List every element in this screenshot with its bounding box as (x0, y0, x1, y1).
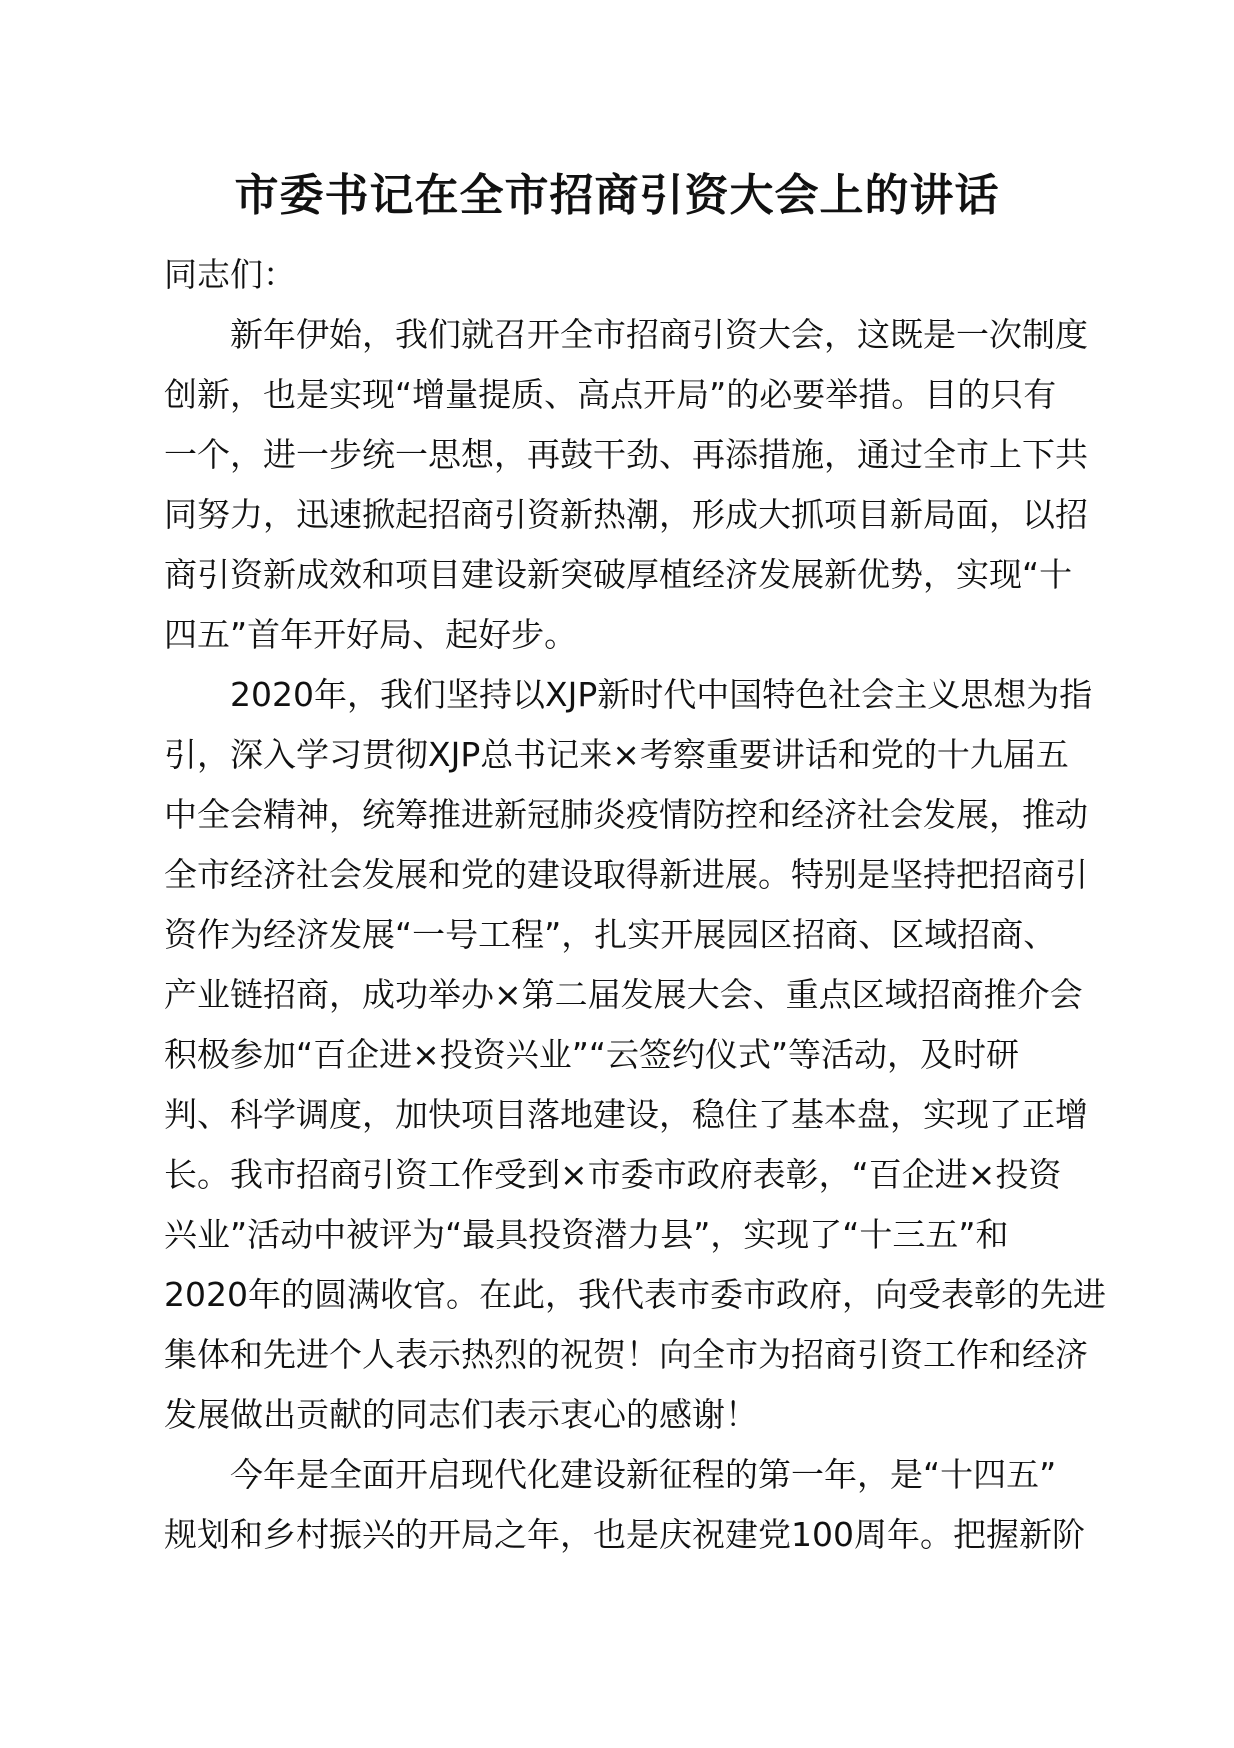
text-line: 商引资新成效和项目建设新突破厚植经济发展新优势，实现“十 (164, 555, 1073, 594)
text-line: 全市经济社会发展和党的建设取得新进展。特别是坚持把招商引 (164, 855, 1088, 894)
text-line: 集体和先进个人表示热烈的祝贺！向全市为招商引资工作和经济 (164, 1335, 1088, 1374)
text-line: 资作为经济发展“一号工程”，扎实开展园区招商、区域招商、 (164, 915, 1057, 954)
salutation: 同志们： (164, 255, 296, 294)
text-line: 产业链招商，成功举办×第二届发展大会、重点区域招商推介会 (164, 975, 1083, 1014)
text-line: 新年伊始，我们就召开全市招商引资大会，这既是一次制度 (164, 315, 1088, 354)
text-line: 规划和乡村振兴的开局之年，也是庆祝建党100周年。把握新阶 (164, 1515, 1085, 1554)
text-line: 判、科学调度，加快项目落地建设，稳住了基本盘，实现了正增 (164, 1095, 1088, 1134)
text-line: 同努力，迅速掀起招商引资新热潮，形成大抓项目新局面，以招 (164, 495, 1088, 534)
text-line: 兴业”活动中被评为“最具投资潜力县”，实现了“十三五”和 (164, 1215, 1009, 1254)
text-line: 发展做出贡献的同志们表示衷心的感谢！ (164, 1395, 758, 1434)
document-body (164, 245, 1114, 1565)
text-line: 积极参加“百企进×投资兴业”“云签约仪式”等活动，及时研 (164, 1035, 1020, 1074)
text-line: 2020年，我们坚持以XJP新时代中国特色社会主义思想为指 (164, 675, 1093, 714)
text-line: 2020年的圆满收官。在此，我代表市委市政府，向受表彰的先进 (164, 1275, 1106, 1314)
text-line: 创新，也是实现“增量提质、高点开局”的必要举措。目的只有 (164, 375, 1057, 414)
document-title: 市委书记在全市招商引资大会上的讲话 (234, 170, 1000, 221)
text-line: 四五”首年开好局、起好步。 (164, 615, 578, 654)
text-line: 今年是全面开启现代化建设新征程的第一年，是“十四五” (164, 1455, 1057, 1494)
text-line: 一个，进一步统一思想，再鼓干劲、再添措施，通过全市上下共 (164, 435, 1088, 474)
text-line: 引，深入学习贯彻XJP总书记来×考察重要讲话和党的十九届五 (164, 735, 1069, 774)
text-line: 中全会精神，统筹推进新冠肺炎疫情防控和经济社会发展，推动 (164, 795, 1088, 834)
text-line: 长。我市招商引资工作受到×市委市政府表彰，“百企进×投资 (164, 1155, 1062, 1194)
